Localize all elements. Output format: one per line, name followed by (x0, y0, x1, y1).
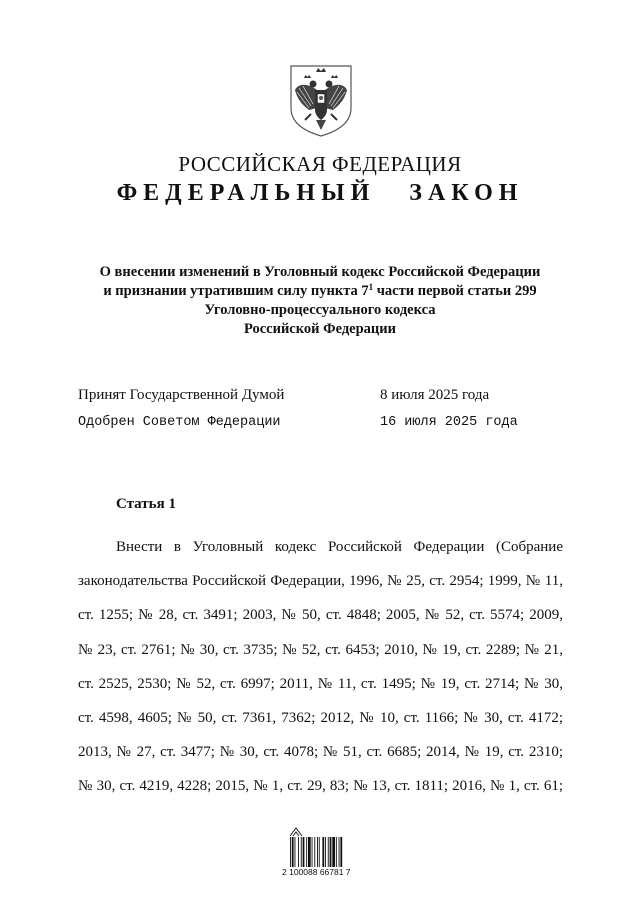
article-body-line: законодательства Российской Федерации, 1996, № 25, ст. 2954; 1999, № 11, (78, 573, 563, 590)
barcode-bar (317, 837, 318, 867)
barcode-bar (295, 837, 296, 867)
barcode (282, 827, 372, 879)
subject-line-4: Российской Федерации (243, 321, 396, 337)
barcode-bar (325, 837, 326, 867)
adoption-duma-date: 8 июля 2025 года (380, 387, 490, 403)
article-body-line: ст. 1255; № 28, ст. 3491; 2003, № 50, ст. 4848; 2005, № 52, ст. 5574; 2009, (78, 607, 563, 624)
approval-council-date: 16 июля 2025 года (380, 415, 518, 430)
coat-of-arms-icon (289, 64, 353, 138)
barcode-bar (330, 837, 332, 867)
barcode-bar (332, 837, 335, 867)
article-body-line: № 23, ст. 2761; № 30, ст. 3735; № 52, ст. 6453; 2010, № 19, ст. 2289; № 21, (78, 641, 563, 658)
barcode-bar (340, 837, 342, 867)
article-body-line: ст. 4598, 4605; № 50, ст. 7361, 7362; 2012, № 10, ст. 1166; № 30, ст. 4172; (78, 709, 563, 726)
adoption-duma-label: Принят Государственной Думой (78, 387, 285, 403)
barcode-bar (306, 837, 307, 867)
barcode-bar (319, 837, 320, 867)
article-body-line: № 30, ст. 4219, 4228; 2015, № 1, ст. 29, 83; № 13, ст. 1811; 2016, № 1, ст. 61; (78, 778, 563, 795)
subject-line-1: О внесении изменений в Уголовный кодекс Российской Федерации (99, 264, 541, 280)
barcode-bar (301, 837, 302, 867)
barcode-bar (303, 837, 305, 867)
barcode-bar (339, 837, 340, 867)
document-type-title: ФЕДЕРАЛЬНЫЙ ЗАКОН (116, 180, 524, 206)
country-title: РОССИЙСКАЯ ФЕДЕРАЦИЯ (178, 152, 462, 176)
barcode-bar (336, 837, 337, 867)
barcode-bar (312, 837, 313, 867)
subject-line-2 (60, 282, 580, 301)
subject-line-3: Уголовно-процессуального кодекса (204, 302, 436, 318)
barcode-icon (290, 837, 362, 867)
subject-line-2-end: части первой статьи 299 (373, 283, 537, 299)
barcode-bar (308, 837, 311, 867)
barcode-bar (322, 837, 324, 867)
article-title: Статья 1 (116, 496, 176, 512)
barcode-bar (290, 837, 291, 867)
superscript-index: 1 (368, 282, 374, 292)
law-subject (60, 263, 580, 339)
article-body (78, 530, 563, 804)
subject-line-2-start: и признании утратившим силу пункта 7 (103, 283, 369, 299)
approval-council-label: Одобрен Советом Федерации (78, 415, 281, 430)
barcode-bar (314, 837, 315, 867)
barcode-bar (298, 837, 299, 867)
article-body-line: ст. 2525, 2530; № 52, ст. 6997; 2011, № 11, ст. 1495; № 19, ст. 2714; № 30, (78, 675, 563, 692)
barcode-bar (328, 837, 329, 867)
article-body-line: Внести в Уголовный кодекс Российской Федерации (Собрание (116, 539, 563, 555)
barcode-bar (292, 837, 294, 867)
article-body-line: 2013, № 27, ст. 3477; № 30, ст. 4078; № 51, ст. 6685; 2014, № 19, ст. 2310; (78, 744, 563, 761)
barcode-number: 2 100088 66781 7 (282, 867, 351, 877)
doc-mark-icon (288, 827, 304, 837)
